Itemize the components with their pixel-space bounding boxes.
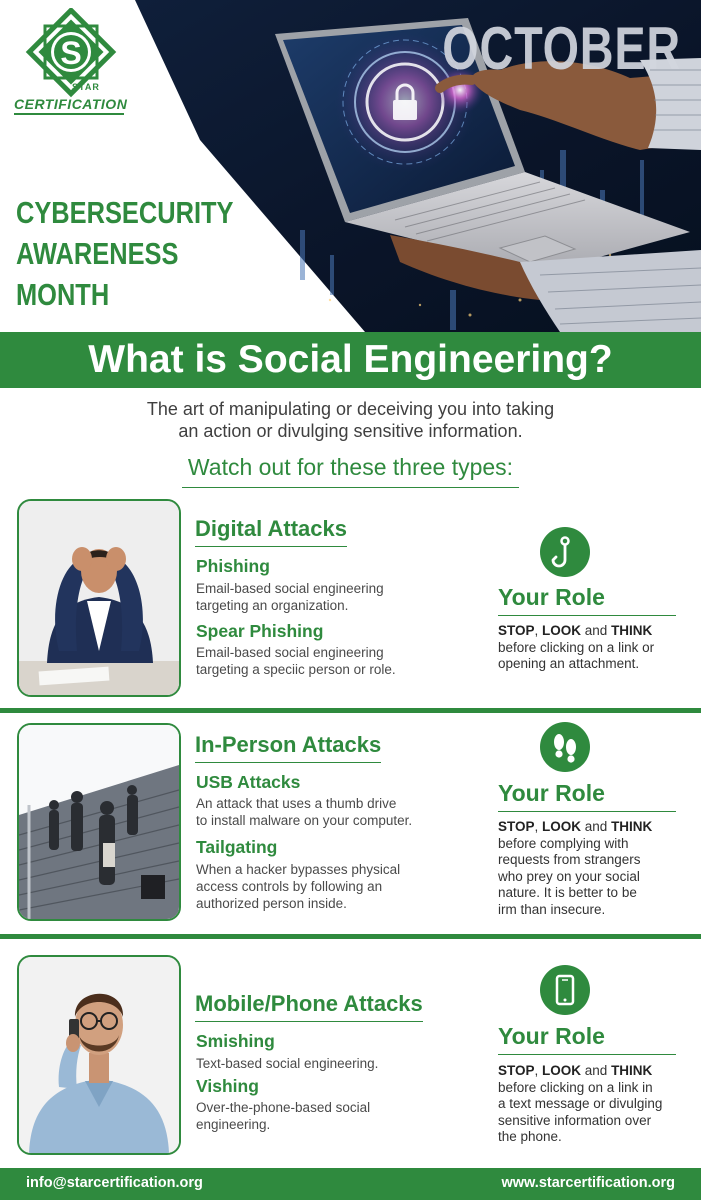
watch-out-text: Watch out for these three types: <box>182 454 519 488</box>
your-role-text <box>498 623 698 673</box>
awareness-month-title <box>16 192 234 315</box>
role-line: who prey on your social <box>498 868 640 884</box>
role-line: opening an attachment. <box>498 656 640 671</box>
role-sep: , <box>534 623 543 638</box>
role-look: LOOK <box>542 1063 582 1078</box>
watch-out-heading <box>0 454 701 488</box>
your-role-text <box>498 1063 698 1146</box>
spear-phishing-description <box>196 644 466 678</box>
smishing-title: Smishing <box>196 1031 275 1051</box>
title-line: AWARENESS <box>16 236 179 271</box>
mobile-phone-attacks-title: Mobile/Phone Attacks <box>195 991 423 1022</box>
role-line: a text message or divulging <box>498 1096 663 1111</box>
spear-phishing-title: Spear Phishing <box>196 621 324 641</box>
role-stop: STOP <box>498 623 535 638</box>
desc-line: engineering. <box>196 1117 271 1132</box>
phishing-title: Phishing <box>196 556 270 576</box>
section-divider <box>0 934 701 939</box>
desc-line: When a hacker bypasses physical <box>196 862 401 877</box>
desc-line: to install malware on your computer. <box>196 813 413 828</box>
desc-line: An attack that uses a thumb drive <box>196 796 397 811</box>
section-divider <box>0 708 701 713</box>
role-sep: and <box>581 623 612 638</box>
role-line: irm than insecure. <box>498 901 606 917</box>
vishing-description <box>196 1099 466 1133</box>
role-think: THINK <box>611 819 653 834</box>
footer-website-link[interactable]: www.starcertification.org <box>501 1175 675 1191</box>
definition-line: The art of manipulating or deceiving you into taking <box>146 399 555 419</box>
role-sep: and <box>581 1063 612 1078</box>
desc-line: targeting a speciic person or role. <box>196 662 396 677</box>
role-line: requests from strangers <box>498 852 641 867</box>
logo-wordmark: CERTIFICATION <box>14 96 124 115</box>
desc-line: Email-based social engineering <box>196 581 384 596</box>
role-line: before complying with <box>498 835 629 851</box>
desc-line: Over-the-phone-based social <box>196 1100 371 1115</box>
logo-letter: S <box>60 35 82 71</box>
role-sep: , <box>534 819 543 834</box>
stairway-crowd-photo <box>17 723 181 921</box>
tailgating-description <box>196 861 466 912</box>
role-think: THINK <box>611 1063 653 1078</box>
digital-attacks-title: Digital Attacks <box>195 516 347 547</box>
role-sep: , <box>534 1063 543 1078</box>
fishing-hook-icon <box>540 527 590 577</box>
definition-text <box>0 398 701 442</box>
role-line-lead <box>498 623 698 640</box>
in-person-attacks-title: In-Person Attacks <box>195 732 381 763</box>
your-role-text <box>498 819 698 918</box>
role-stop: STOP <box>498 1063 535 1078</box>
tailgating-title: Tailgating <box>196 837 278 857</box>
role-line-lead <box>498 819 698 836</box>
hero-header <box>0 0 701 332</box>
desc-line: access controls by following an <box>196 879 383 894</box>
role-stop: STOP <box>498 819 535 834</box>
phishing-description <box>196 580 466 614</box>
man-on-phone-photo <box>17 955 181 1155</box>
smartphone-icon <box>540 965 590 1015</box>
smishing-description <box>196 1055 466 1072</box>
logo-top-word: STAR <box>72 82 100 92</box>
role-line: the phone. <box>498 1129 562 1144</box>
definition-line: an action or divulging sensitive information. <box>178 421 523 441</box>
role-line: nature. It is better to be <box>498 885 637 900</box>
footer-bar <box>0 1168 701 1200</box>
desc-line: authorized person inside. <box>196 896 347 911</box>
role-look: LOOK <box>542 623 582 638</box>
footprints-icon <box>540 722 590 772</box>
vishing-title: Vishing <box>196 1076 259 1096</box>
headline-title: What is Social Engineering? <box>88 338 613 381</box>
desc-line: targeting an organization. <box>196 598 349 613</box>
your-role-title: Your Role <box>498 584 676 616</box>
role-think: THINK <box>611 623 653 638</box>
usb-attacks-description <box>196 795 466 829</box>
role-look: LOOK <box>542 819 582 834</box>
title-line: MONTH <box>16 277 110 312</box>
month-label: OCTOBER <box>442 15 681 82</box>
headline-banner <box>0 332 701 388</box>
desc-line: Text-based social engineering. <box>196 1056 379 1071</box>
footer-email-link[interactable]: info@starcertification.org <box>26 1175 203 1191</box>
role-sep: and <box>581 819 612 834</box>
usb-attacks-title: USB Attacks <box>196 772 301 792</box>
role-line: sensitive information over <box>498 1112 652 1128</box>
role-line: before clicking on a link in <box>498 1079 653 1095</box>
your-role-title: Your Role <box>498 1023 676 1055</box>
desc-line: Email-based social engineering <box>196 645 384 660</box>
stressed-businessman-photo <box>17 499 181 697</box>
role-line-lead <box>498 1063 698 1080</box>
title-line: CYBERSECURITY <box>16 195 234 230</box>
your-role-title: Your Role <box>498 780 676 812</box>
role-line: before clicking on a link or <box>498 639 655 655</box>
